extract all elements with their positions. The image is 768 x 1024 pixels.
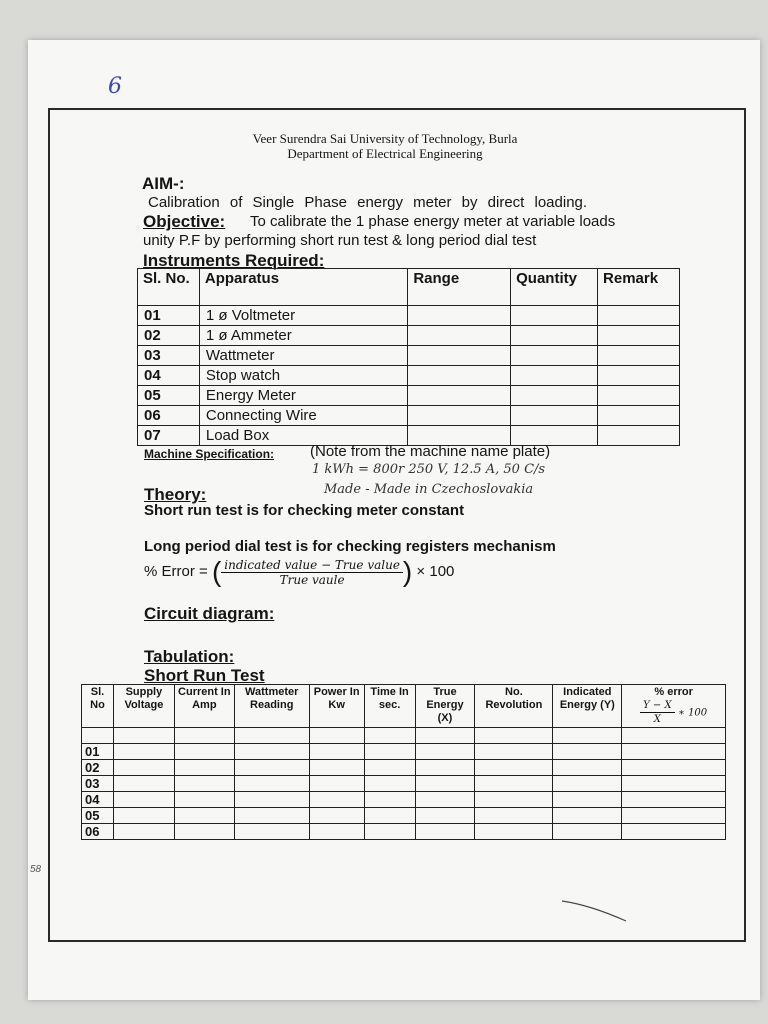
spacer-row bbox=[82, 728, 726, 744]
aim-label: AIM-: bbox=[142, 174, 185, 193]
col-apparatus: Apparatus bbox=[199, 269, 407, 306]
pen-stroke-mark bbox=[560, 895, 630, 925]
error-fraction bbox=[221, 558, 403, 587]
col-true-energy: True Energy (X) bbox=[415, 685, 475, 728]
col-wattmeter-reading: Wattmeter Reading bbox=[234, 685, 309, 728]
instruments-header-row bbox=[138, 269, 680, 306]
col-range: Range bbox=[408, 269, 511, 306]
table-row: 06 bbox=[82, 824, 726, 840]
machine-spec-label: Machine Specification: bbox=[144, 447, 275, 461]
objective-label: Objective: bbox=[143, 212, 226, 231]
col-quantity: Quantity bbox=[511, 269, 598, 306]
table-row: 05 bbox=[82, 808, 726, 824]
table-row: 03 Wattmeter bbox=[138, 346, 680, 366]
page-number: 6 bbox=[108, 74, 122, 99]
col-indicated-energy: Indicated Energy (Y) bbox=[553, 685, 622, 728]
side-mark: 58 bbox=[30, 864, 42, 875]
table-row: 03 bbox=[82, 776, 726, 792]
machine-spec-note: (Note from the machine name plate) bbox=[310, 443, 551, 460]
theory-line1: Short run test is for checking meter constant bbox=[144, 502, 465, 519]
handwritten-spec-line2: Made - Made in Czechoslovakia bbox=[324, 482, 534, 497]
col-no-revolution: No. Revolution bbox=[475, 685, 553, 728]
document-header bbox=[230, 131, 540, 161]
theory-line2: Long period dial test is for checking registers mechanism bbox=[144, 538, 556, 555]
error-formula-prefix: % Error = bbox=[144, 562, 208, 580]
handwritten-spec-line1: 1 kWh = 800r 250 V, 12.5 A, 50 C/s bbox=[312, 462, 546, 477]
col-time: Time In sec. bbox=[364, 685, 415, 728]
tabulation-label: Tabulation: bbox=[144, 647, 235, 666]
table-row: 02 bbox=[82, 760, 726, 776]
instruments-table bbox=[137, 268, 680, 446]
col-current: Current In Amp bbox=[174, 685, 234, 728]
table-row: 07 Load Box bbox=[138, 426, 680, 446]
percent-error-formula: $\frac{Y - X}{X}$ ∗ 100 bbox=[624, 699, 723, 726]
error-fraction-denominator: True vaule bbox=[279, 572, 345, 587]
table-row: 02 1 ø Ammeter bbox=[138, 326, 680, 346]
col-percent-error: % error $\frac{Y - X}{X}$ ∗ 100 bbox=[622, 685, 726, 728]
objective-line1: To calibrate the 1 phase energy meter at variable loads bbox=[250, 213, 616, 230]
aim-text: Calibration of Single Phase energy meter by direct loading. bbox=[148, 194, 588, 211]
short-run-test-table bbox=[81, 684, 726, 840]
error-formula: % Error = ( $\frac{\text{indicated value − True value}}{\text{True vaule}}$ ) × 100 bbox=[144, 556, 455, 587]
col-sl-no: Sl. No bbox=[82, 685, 114, 728]
short-run-test-heading: Short Run Test bbox=[144, 666, 265, 685]
university-name: Veer Surendra Sai University of Technology, Burla bbox=[252, 131, 518, 146]
department-name: Department of Electrical Engineering bbox=[287, 146, 483, 161]
objective-line2: unity P.F by performing short run test & long period dial test bbox=[143, 232, 537, 249]
short-run-header-row bbox=[82, 685, 726, 728]
table-row: 01 1 ø Voltmeter bbox=[138, 306, 680, 326]
instruments-heading: Instruments Required: bbox=[143, 251, 325, 270]
col-sl-no: Sl. No. bbox=[138, 269, 200, 306]
circuit-diagram-label: Circuit diagram: bbox=[144, 604, 275, 623]
theory-label: Theory: bbox=[144, 485, 207, 504]
error-formula-suffix: × 100 bbox=[416, 562, 455, 580]
table-row: 04 bbox=[82, 792, 726, 808]
table-row: 04 Stop watch bbox=[138, 366, 680, 386]
error-fraction-numerator: indicated value − True value bbox=[221, 558, 403, 573]
col-supply-voltage: Supply Voltage bbox=[113, 685, 174, 728]
table-row: 06 Connecting Wire bbox=[138, 406, 680, 426]
col-power: Power In Kw bbox=[309, 685, 364, 728]
table-row: 05 Energy Meter bbox=[138, 386, 680, 406]
table-row: 01 bbox=[82, 744, 726, 760]
col-remark: Remark bbox=[598, 269, 680, 306]
